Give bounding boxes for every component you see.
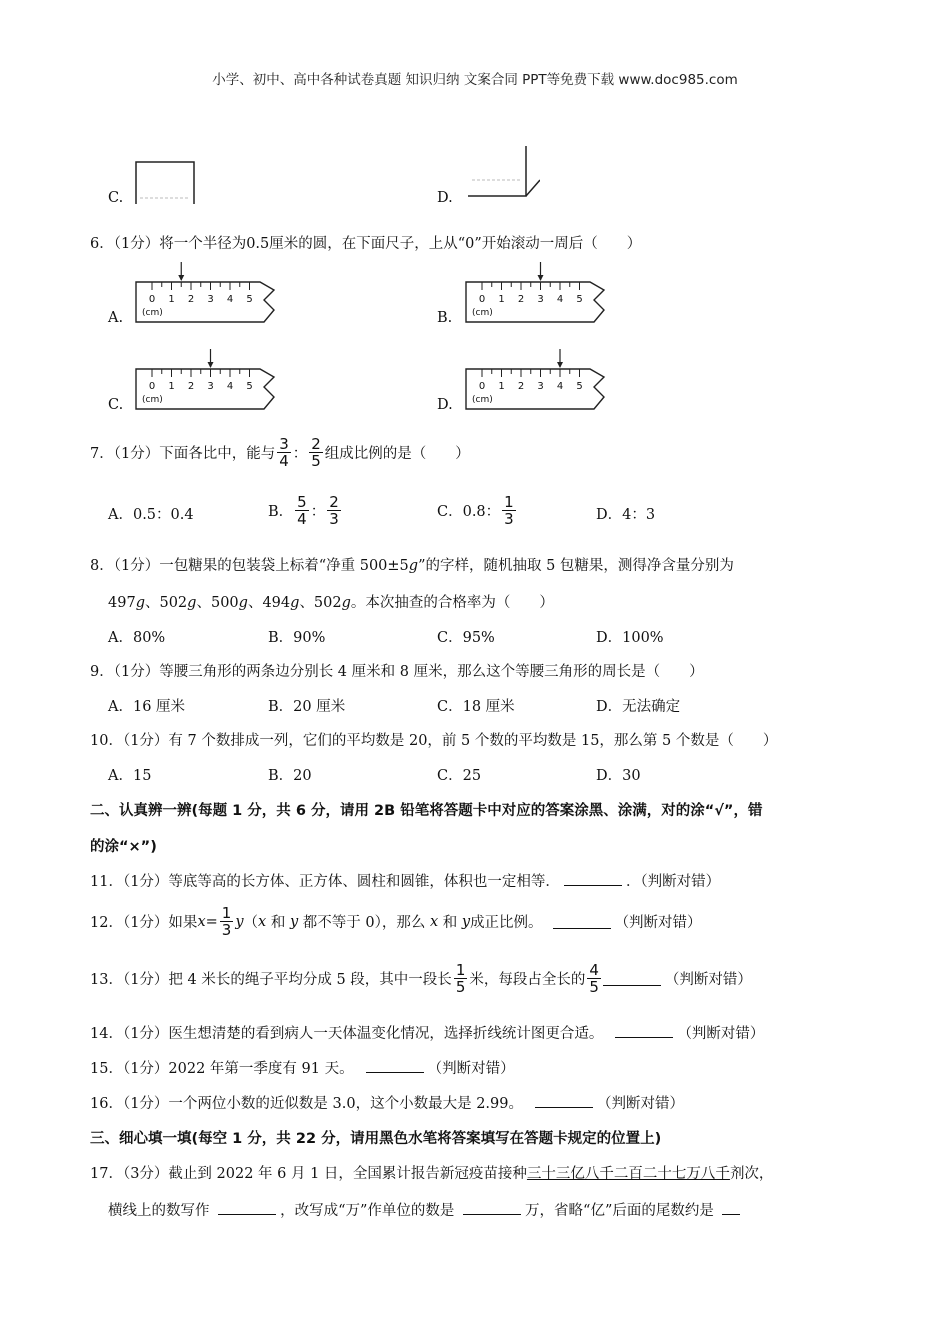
q7-b-label: B．	[268, 504, 294, 520]
ruler-unit: (cm)	[472, 308, 493, 318]
q8-line2-part: g	[187, 595, 197, 611]
q8-option-c: C．95%	[437, 630, 495, 646]
q8-option-d: D．100%	[596, 630, 664, 646]
ruler-tick-label: 1	[168, 381, 175, 392]
q12-answer-blank[interactable]	[553, 914, 611, 929]
ruler-tick-label: 4	[556, 294, 564, 305]
q11-stem: 11．（1分）等底等高的长方体、正方体、圆柱和圆锥，体积也一定相等．	[90, 874, 560, 890]
q14	[90, 1022, 764, 1043]
q8-line2-part: 。本次抽查的合格率为（ ）	[350, 595, 554, 611]
ruler-tick-label: 2	[187, 381, 195, 392]
q7-stem	[90, 436, 470, 469]
q13-frac1-den: 5	[455, 978, 466, 996]
q15-answer-blank[interactable]	[366, 1058, 424, 1073]
q6-option-d-label: D.	[437, 397, 453, 413]
q7-b-frac1-den: 4	[297, 510, 307, 528]
q11	[90, 870, 720, 891]
q5-option-c-figure	[130, 158, 200, 206]
q13	[90, 962, 752, 995]
q7-option-a: A．0.5：0.4	[108, 507, 194, 523]
ruler-tick-label: 5	[576, 381, 583, 392]
q16-stem: 16．（1分）一个两位小数的近似数是 3.0，这个小数最大是 2.99。	[90, 1096, 523, 1112]
q7-colon: ：	[292, 446, 308, 462]
q7-frac2-num: 2	[311, 435, 321, 453]
q6-ruler-d	[462, 347, 622, 413]
q14-answer-blank[interactable]	[615, 1023, 673, 1038]
q10-option-c: C．25	[437, 768, 482, 784]
q12-var-x: x	[429, 913, 439, 930]
q12-var-y: y	[461, 913, 471, 930]
q12-equals: =	[205, 913, 218, 930]
q7-b-frac1-num: 5	[297, 493, 307, 511]
q6-option-c-label: C.	[108, 397, 124, 413]
q7-b-colon: ：	[310, 504, 326, 520]
q12-var-y: y	[289, 913, 299, 930]
q17-blank-3[interactable]	[722, 1200, 740, 1215]
q12-var-y: y	[235, 913, 244, 930]
q17-line1-a: 17．（3分）截止到 2022 年 6 月 1 日，全国累计报告新冠疫苗接种	[90, 1166, 527, 1182]
q7-c-label: C．0.8：	[437, 504, 501, 520]
q9-option-b: B．20 厘米	[268, 699, 346, 715]
section-2-heading-line2: 的涂“×”)	[90, 839, 157, 855]
section-2-heading-line1: 二、认真辨一辨(每题 1 分，共 6 分，请用 2B 铅笔将答题卡中对应的答案涂黑、涂满，对的涂“√”，错	[90, 803, 763, 819]
q7-frac2-den: 5	[311, 452, 321, 470]
q9-stem: 9．（1分）等腰三角形的两条边分别长 4 厘米和 8 厘米，那么这个等腰三角形的周长是（ ）	[90, 664, 704, 680]
q12	[90, 905, 702, 938]
q12-fraction	[220, 905, 234, 938]
q12-text: 和	[438, 915, 462, 931]
ruler-tick-label: 2	[517, 381, 525, 392]
q14-stem: 14．（1分）医生想清楚的看到病人一天体温变化情况，选择折线统计图更合适。	[90, 1026, 604, 1042]
q12-text: 成正比例。	[470, 915, 543, 931]
q13-tail: （判断对错）	[664, 972, 752, 988]
q7-frac1-den: 4	[279, 452, 289, 470]
q12-prefix: 12．（1分）如果	[90, 915, 198, 931]
ruler-tick-label: 5	[246, 294, 253, 305]
q12-var-x: x	[197, 913, 206, 930]
q8-line2-part: g	[341, 595, 351, 611]
q8-line2-part: 、494	[247, 595, 291, 611]
q17-line2	[108, 1199, 744, 1220]
q15-tail: （判断对错）	[427, 1061, 515, 1077]
q13-frac1-num: 1	[455, 961, 466, 979]
q17-line2-a: 横线上的数写作	[108, 1203, 215, 1219]
ruler-tick-label: 3	[207, 381, 214, 392]
q7-b-fraction-2	[327, 494, 341, 527]
q8-line2-part: g	[238, 595, 248, 611]
ruler-tick-label: 3	[537, 294, 544, 305]
q6-ruler-c	[132, 347, 292, 413]
ruler-arrow-head	[178, 275, 184, 281]
q13-fraction-1	[454, 962, 468, 995]
q7-option-d: D．4：3	[596, 507, 656, 523]
ruler-unit: (cm)	[472, 395, 493, 405]
q10-option-a: A．15	[108, 768, 152, 784]
q7-b-frac2-num: 2	[329, 493, 339, 511]
q7-fraction-1	[277, 436, 291, 469]
q17-line2-c: 万，省略“亿”后面的尾数约是	[525, 1203, 719, 1219]
q17-blank-1[interactable]	[218, 1200, 276, 1215]
q6-ruler-a	[132, 260, 292, 326]
q13-frac2-num: 4	[589, 961, 599, 979]
q7-option-c	[437, 494, 518, 527]
q10-option-d: D．30	[596, 768, 641, 784]
ruler-arrow-head	[557, 362, 563, 368]
q17-line1	[90, 1162, 773, 1183]
q7-option-b	[268, 494, 343, 527]
q10-stem: 10．（1分）有 7 个数排成一列，它们的平均数是 20，前 5 个数的平均数是 15，那么第 5 个数是（ ）	[90, 733, 778, 749]
ruler-tick-label: 2	[517, 294, 525, 305]
ruler-tick-label: 1	[498, 381, 505, 392]
q6-stem: 6．（1分）将一个半径为0.5厘米的圆，在下面尺子，上从“0”开始滚动一周后（ ）	[90, 236, 642, 252]
ruler-unit: (cm)	[142, 395, 163, 405]
q8-line2-part: 497	[108, 595, 136, 611]
ruler-tick-label: 0	[478, 381, 486, 392]
q11-answer-blank[interactable]	[564, 871, 622, 886]
q8-line2-part: g	[135, 595, 145, 611]
q12-var-x: x	[258, 913, 267, 930]
ruler-arrow-head	[538, 275, 544, 281]
q14-tail: （判断对错）	[677, 1026, 765, 1042]
ruler-tick-label: 1	[498, 294, 505, 305]
q7-fraction-2	[309, 436, 323, 469]
q16-tail: （判断对错）	[597, 1096, 684, 1112]
q12-tail: （判断对错）	[614, 915, 702, 931]
q15-stem: 15．（1分）2022 年第一季度有 91 天。	[90, 1061, 354, 1077]
page-header: 小学、初中、高中各种试卷真题 知识归纳 文案合同 PPT等免费下载 www.doc985.com	[212, 72, 738, 88]
ruler-tick-label: 4	[226, 294, 234, 305]
q8-line1-a: 8．（1分）一包糖果的包装袋上标着“净重 500±5	[90, 558, 409, 574]
q8-stem-line1	[90, 554, 734, 575]
q12-frac-den: 3	[221, 921, 232, 939]
q17-line1-b: 剂次，	[729, 1166, 774, 1182]
q8-option-a: A．80%	[108, 630, 166, 646]
ruler-tick-label: 0	[478, 294, 486, 305]
q7-c-fraction	[502, 494, 516, 527]
q13-frac2-den: 5	[589, 978, 599, 996]
q11-tail: ．（判断对错）	[625, 874, 721, 890]
q9-option-d: D．无法确定	[596, 699, 681, 715]
ruler-tick-label: 3	[537, 381, 544, 392]
q10-option-b: B．20	[268, 768, 312, 784]
q13-prefix: 13．（1分）把 4 米长的绳子平均分成 5 段，其中一段长	[90, 972, 452, 988]
ruler-tick-label: 2	[187, 294, 195, 305]
q6-option-b-label: B.	[437, 310, 453, 326]
q17-blank-2[interactable]	[463, 1200, 521, 1215]
q7-suffix: 组成比例的是（ ）	[324, 446, 470, 462]
q12-text: 都不等于 0），那么	[298, 915, 430, 931]
q8-unit-g: g	[408, 558, 419, 574]
q15	[90, 1057, 515, 1078]
q12-text: （	[243, 915, 259, 931]
q12-text: 和	[266, 915, 290, 931]
q8-line2-part: 、502	[144, 595, 188, 611]
q8-line2-part: g	[290, 595, 300, 611]
q7-prefix: 7．（1分）下面各比中，能与	[90, 446, 276, 462]
q13-fraction-2	[587, 962, 601, 995]
q7-c-frac-num: 1	[504, 493, 514, 511]
ruler-tick-label: 0	[148, 294, 156, 305]
ruler-tick-label: 5	[576, 294, 583, 305]
q6-ruler-b	[462, 260, 622, 326]
q8-stem-line2	[108, 591, 554, 612]
ruler-unit: (cm)	[142, 308, 163, 318]
q5-option-c-label: C.	[108, 190, 124, 206]
ruler-tick-label: 1	[168, 294, 175, 305]
q7-frac1-num: 3	[279, 435, 289, 453]
q7-c-frac-den: 3	[504, 510, 514, 528]
q5-option-d-figure	[460, 144, 540, 204]
ruler-tick-label: 0	[148, 381, 156, 392]
q17-underlined-number: 三十三亿八千二百二十七万八千	[526, 1166, 730, 1182]
q6-option-a-label: A.	[108, 310, 124, 326]
q9-option-c: C．18 厘米	[437, 699, 515, 715]
ruler-tick-label: 4	[556, 381, 564, 392]
ruler-tick-label: 4	[226, 381, 234, 392]
q13-answer-blank[interactable]	[603, 971, 661, 986]
ruler-tick-label: 3	[207, 294, 214, 305]
q8-line1-b: ”的字样，随机抽取 5 包糖果，测得净含量分别为	[418, 558, 734, 574]
q5-option-d-label: D.	[437, 190, 453, 206]
q16	[90, 1092, 684, 1113]
q13-mid: 米，每段占全长的	[469, 972, 586, 988]
q8-option-b: B．90%	[268, 630, 326, 646]
q8-line2-part: 、500	[196, 595, 239, 611]
ruler-arrow-head	[208, 362, 214, 368]
q7-b-fraction-1	[295, 494, 309, 527]
q8-line2-part: 、502	[299, 595, 342, 611]
q7-b-frac2-den: 3	[329, 510, 339, 528]
q17-line2-b: ，改写成“万”作单位的数是	[280, 1203, 460, 1219]
section-3-heading: 三、细心填一填(每空 1 分，共 22 分，请用黑色水笔将答案填写在答题卡规定的位置上)	[90, 1131, 662, 1147]
q9-option-a: A．16 厘米	[108, 699, 186, 715]
q16-answer-blank[interactable]	[535, 1093, 593, 1108]
q12-frac-num: 1	[221, 904, 232, 922]
ruler-tick-label: 5	[246, 381, 253, 392]
